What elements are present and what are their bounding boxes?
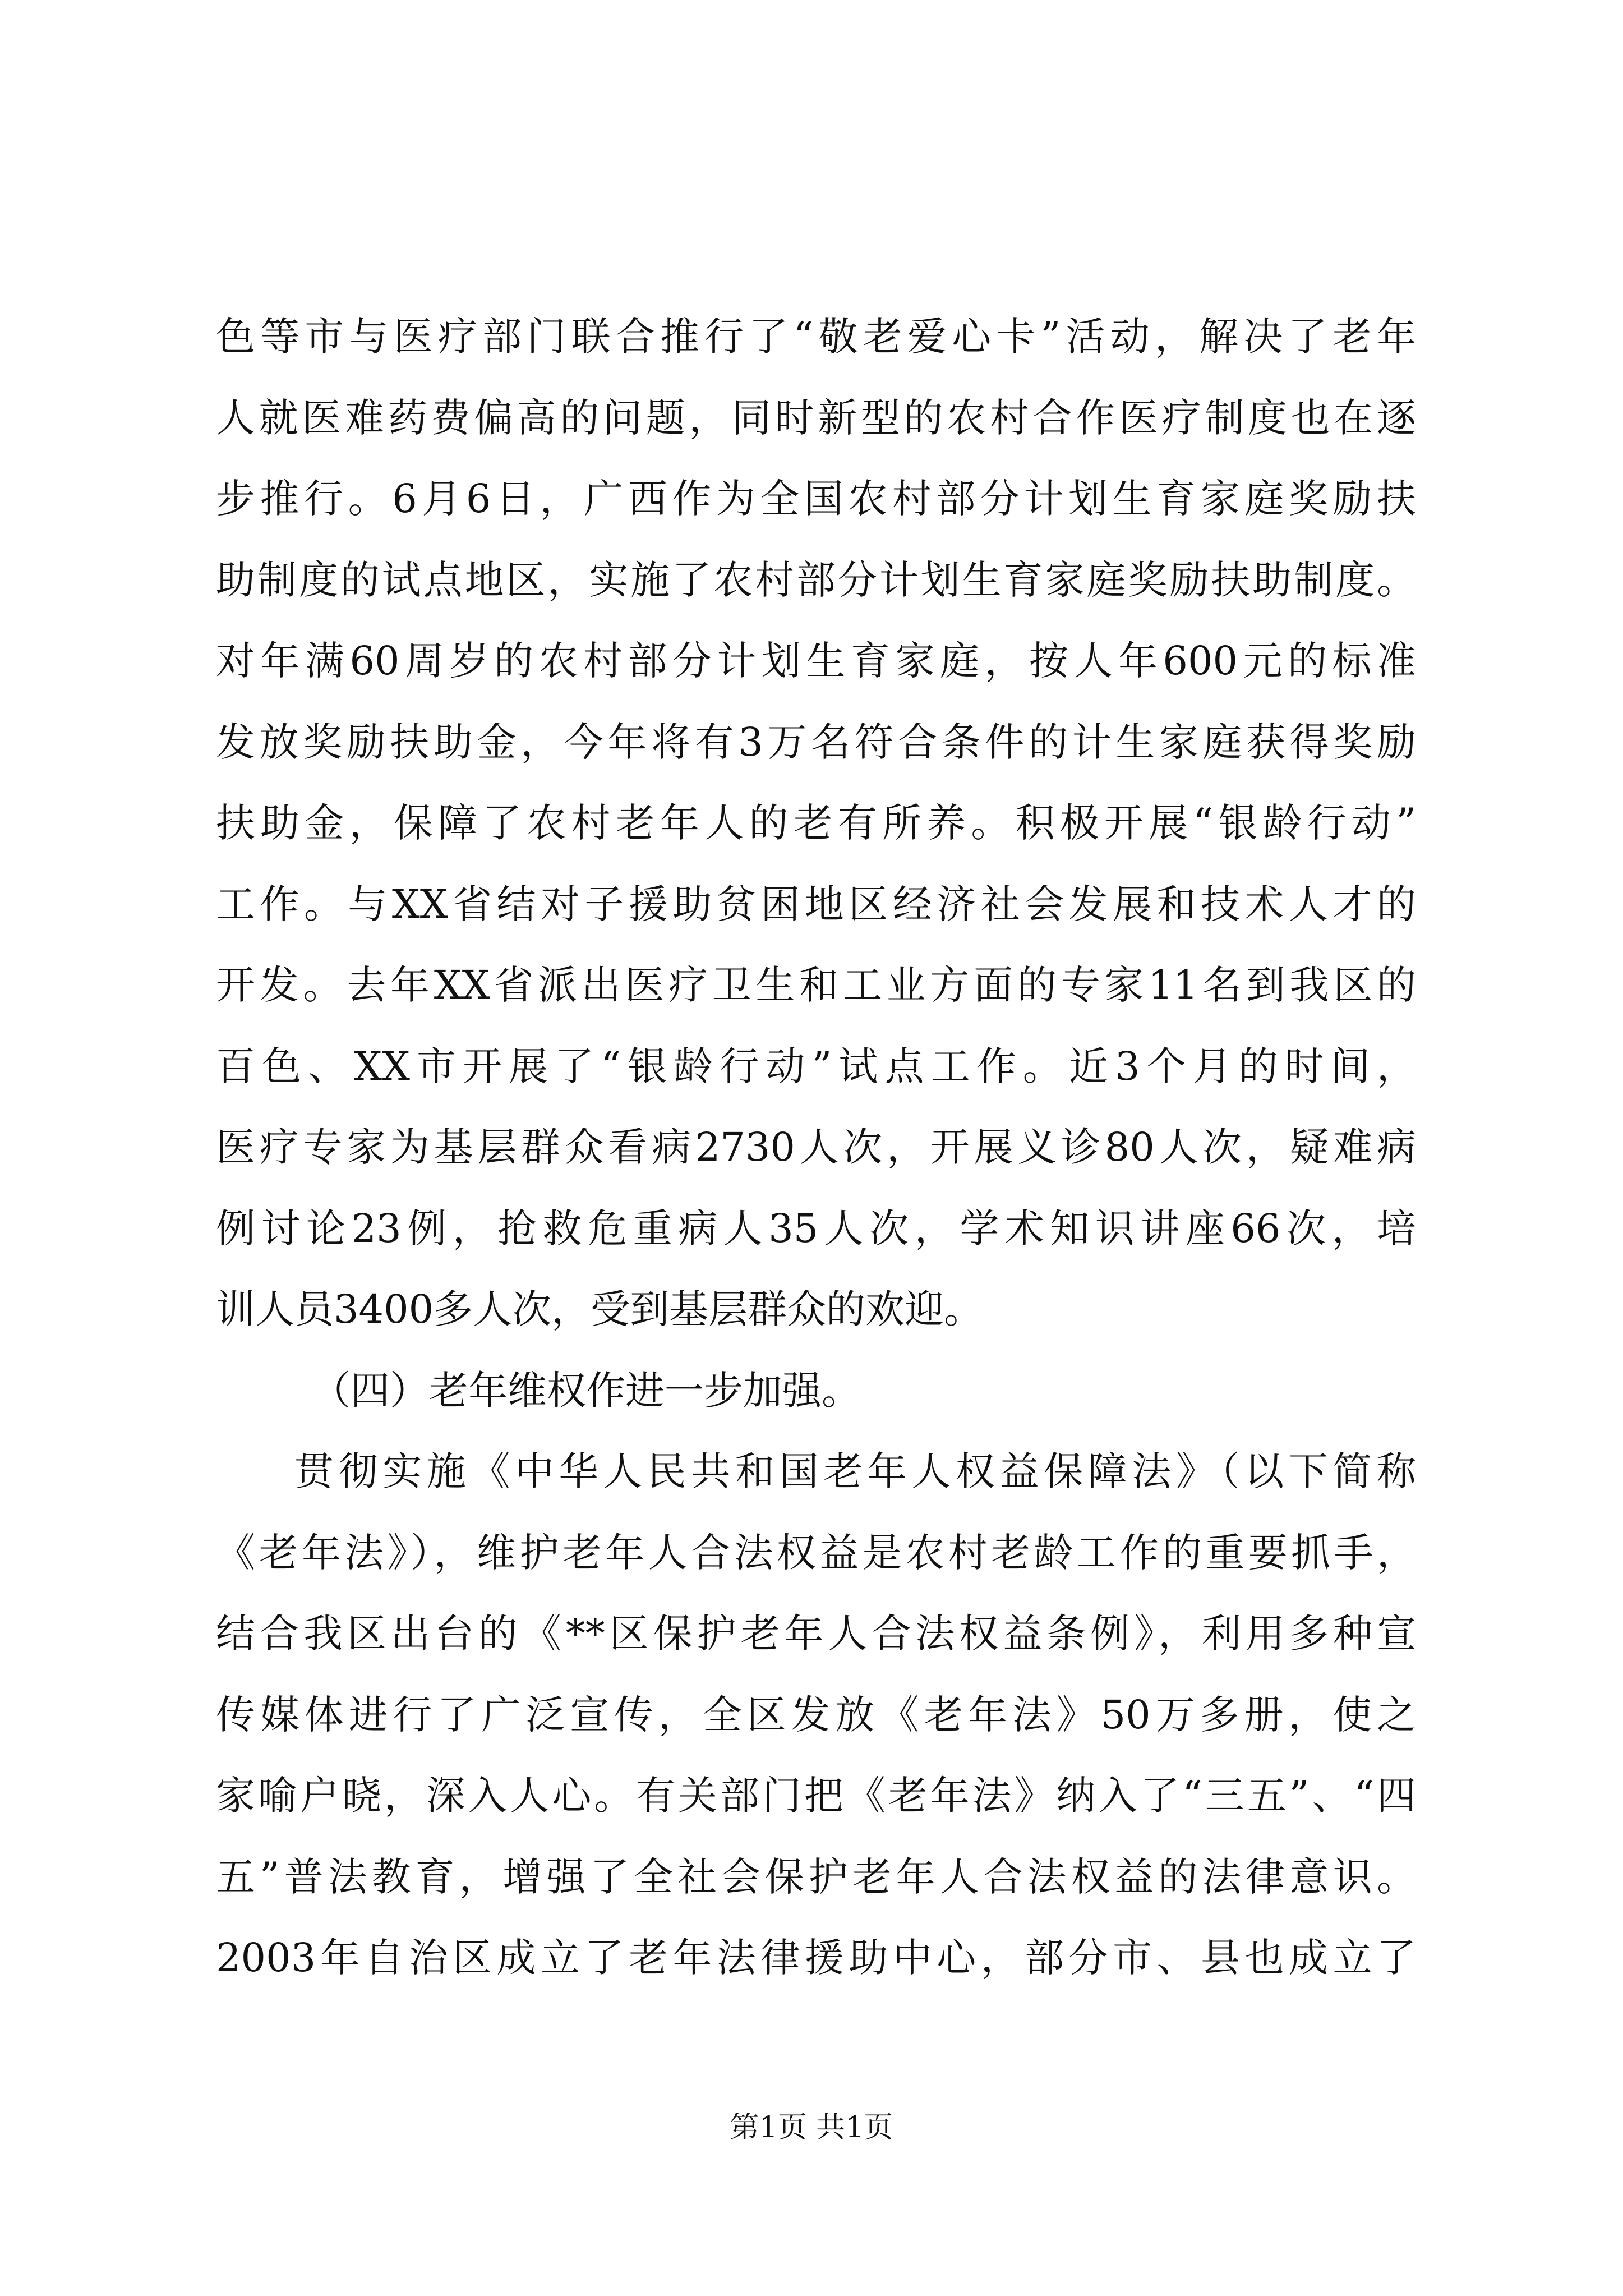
paragraph-1-line-6: 发放奖励扶助金，今年将有3万名符合条件的计生家庭获得奖励 <box>216 719 1416 765</box>
paragraph-1-line-13: 训人员3400多人次，受到基层群众的欢迎。 <box>216 1286 984 1332</box>
paragraph-1-line-8: 工作。与XX省结对子援助贫困地区经济社会发展和技术人才的 <box>216 881 1416 927</box>
paragraph-1-line-5: 对年满60周岁的农村部分计划生育家庭，按人年600元的标准 <box>216 638 1416 684</box>
paragraph-2-line-2: 《老年法》），维护老年人合法权益是农村老龄工作的重要抓手， <box>216 1529 1416 1576</box>
page-footer: 第1页 共1页 <box>730 2111 893 2145</box>
paragraph-1-line-3: 步推行。6月6日，广西作为全国农村部分计划生育家庭奖励扶 <box>216 476 1416 522</box>
paragraph-1-line-11: 医疗专家为基层群众看病2730人次，开展义诊80人次，疑难病 <box>216 1124 1416 1170</box>
section-heading-4: （四）老年维权作进一步加强。 <box>311 1367 861 1414</box>
document-body <box>216 296 1416 1999</box>
paragraph-2-line-1: 贯彻实施《中华人民共和国老年人权益保障法》（以下简称 <box>294 1448 1416 1494</box>
paragraph-1-line-2: 人就医难药费偏高的问题，同时新型的农村合作医疗制度也在逐 <box>216 394 1416 441</box>
paragraph-1-line-7: 扶助金，保障了农村老年人的老有所养。积极开展“银龄行动” <box>216 800 1416 846</box>
paragraph-2-line-5: 家喻户晓，深入人心。有关部门把《老年法》纳入了“三五”、“四 <box>216 1773 1416 1819</box>
paragraph-2-line-6: 五”普法教育，增强了全社会保护老年人合法权益的法律意识。 <box>216 1853 1416 1900</box>
paragraph-2-line-7: 2003年自治区成立了老年法律援助中心，部分市、县也成立了 <box>216 1935 1416 1981</box>
paragraph-1-line-10: 百色、XX市开展了“银龄行动”试点工作。近3个月的时间， <box>216 1043 1416 1089</box>
paragraph-1-line-1: 色等市与医疗部门联合推行了“敬老爱心卡”活动，解决了老年 <box>216 314 1416 360</box>
paragraph-2-line-3: 结合我区出台的《**区保护老年人合法权益条例》，利用多种宣 <box>216 1611 1416 1657</box>
paragraph-1-line-12: 例讨论23例，抢救危重病人35人次，学术知识讲座66次，培 <box>216 1205 1416 1251</box>
paragraph-2-line-4: 传媒体进行了广泛宣传，全区发放《老年法》50万多册，使之 <box>216 1691 1416 1738</box>
paragraph-1-line-4: 助制度的试点地区，实施了农村部分计划生育家庭奖励扶助制度。 <box>216 556 1416 603</box>
paragraph-1-line-9: 开发。去年XX省派出医疗卫生和工业方面的专家11名到我区的 <box>216 962 1416 1008</box>
